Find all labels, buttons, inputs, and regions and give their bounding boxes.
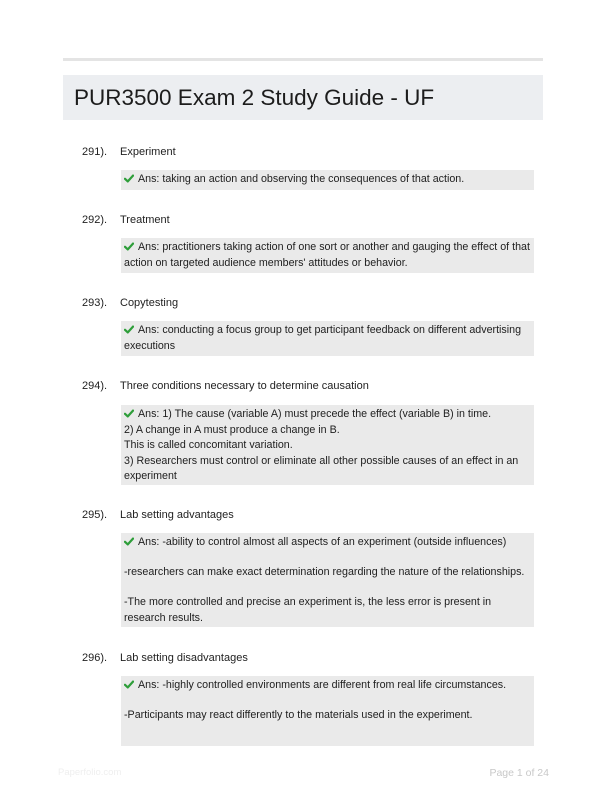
top-divider bbox=[63, 58, 543, 61]
answer-text: Ans: conducting a focus group to get participant feedback on different advertising executions bbox=[124, 324, 525, 352]
answer-box bbox=[121, 676, 534, 746]
question-text: Three conditions necessary to determine causation bbox=[120, 380, 369, 392]
question-text: Treatment bbox=[120, 214, 170, 226]
question-text: Lab setting advantages bbox=[120, 509, 234, 521]
answer-box bbox=[121, 405, 534, 485]
answer-text: Ans: taking an action and observing the consequences of that action. bbox=[138, 173, 465, 185]
title-banner bbox=[63, 75, 543, 120]
answer-text: Ans: -highly controlled environments are different from real life circumstances. bbox=[138, 679, 507, 691]
check-icon bbox=[124, 409, 134, 418]
footer-watermark: Paperfolio.com bbox=[58, 767, 122, 778]
check-icon bbox=[124, 325, 134, 334]
answer-box bbox=[121, 238, 534, 273]
check-icon bbox=[124, 242, 134, 251]
check-icon bbox=[124, 174, 134, 183]
question-number: 295). bbox=[82, 509, 108, 521]
question-number: 292). bbox=[82, 214, 108, 226]
answer-box bbox=[121, 533, 534, 627]
answer-text: Ans: practitioners taking action of one sort or another and gauging the effect of that action on targeted audience members' attitudes or behavior. bbox=[124, 241, 533, 269]
page-title: PUR3500 Exam 2 Study Guide - UF bbox=[74, 85, 435, 110]
question-number: 293). bbox=[82, 297, 108, 309]
answer-text: -Participants may react differently to the materials used in the experiment. bbox=[124, 709, 473, 721]
answer-text: -The more controlled and precise an experiment is, the less error is present in research results. bbox=[124, 596, 495, 624]
answer-text: Ans: -ability to control almost all aspects of an experiment (outside influences) bbox=[138, 536, 507, 548]
answer-text: Ans: 1) The cause (variable A) must precede the effect (variable B) in time. 2) A change in A must produce a change in B. This is called concomitant variation. 3) Researchers must control or eliminate all other possible causes of an effect in an experiment bbox=[124, 408, 519, 482]
answer-box bbox=[121, 170, 534, 190]
question-number: 296). bbox=[82, 652, 108, 664]
question-text: Lab setting disadvantages bbox=[120, 652, 248, 664]
answer-text: -researchers can make exact determination regarding the nature of the relationships. bbox=[124, 566, 525, 578]
answer-box bbox=[121, 321, 534, 356]
check-icon bbox=[124, 680, 134, 689]
check-icon bbox=[124, 537, 134, 546]
page-indicator: Page 1 of 24 bbox=[489, 767, 549, 779]
question-number: 294). bbox=[82, 380, 108, 392]
question-number: 291). bbox=[82, 146, 108, 158]
question-text: Copytesting bbox=[120, 297, 179, 309]
question-text: Experiment bbox=[120, 146, 176, 158]
